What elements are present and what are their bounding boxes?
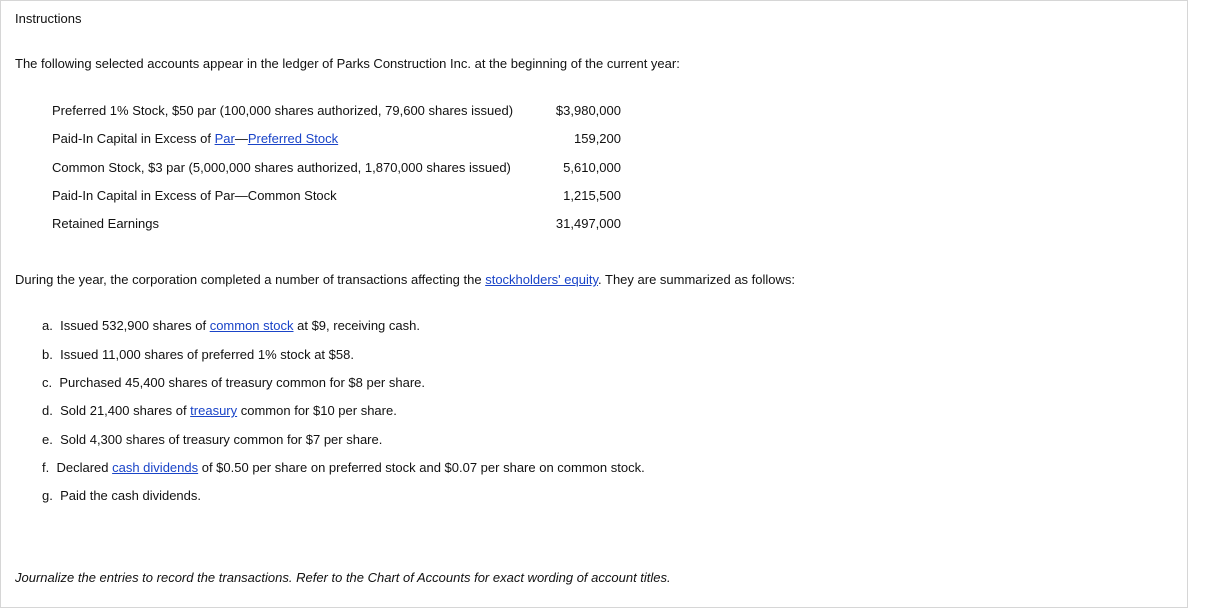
item-text: Purchased 45,400 shares of treasury common for $8 per share. [59,375,425,390]
item-text: Sold 21,400 shares of [60,403,191,418]
item-letter: g. [42,488,53,503]
item-text: at $9, receiving cash. [293,318,420,333]
item-text: Sold 4,300 shares of treasury common for $7 per share. [60,432,383,447]
account-label [52,131,338,147]
journalize-instruction: Journalize the entries to record the transactions. Refer to the Chart of Accounts for exact wording of account titles. [15,570,671,585]
item-text: of $0.50 per share on preferred stock and $0.07 per share on common stock. [198,460,645,475]
account-label: Preferred 1% Stock, $50 par (100,000 shares authorized, 79,600 shares issued) [52,103,514,118]
item-letter: d. [42,403,53,418]
stockholders-equity-link[interactable]: stockholders' equity [485,272,599,287]
cash-dividends-link[interactable]: cash dividends [112,460,199,475]
transaction-item [42,432,382,448]
item-text: common for $10 per share. [237,403,397,418]
par-link[interactable]: Par [214,131,235,146]
transaction-item [42,460,645,476]
during-before: During the year, the corporation completed a number of transactions affecting the [15,272,486,287]
during-after: . They are summarized as follows: [598,272,796,287]
item-letter: c. [42,375,53,390]
transaction-item [42,488,201,504]
intro-text: The following selected accounts appear in the ledger of Parks Construction Inc. at the beginning of the current year: [15,56,680,71]
account-label: Retained Earnings [52,216,159,231]
transaction-item [42,347,354,363]
account-amount: 159,200 [574,131,621,146]
dash: — [234,131,248,146]
account-label-prefix: Paid-In Capital in Excess of [52,131,215,146]
item-letter: b. [42,347,53,362]
item-text: Paid the cash dividends. [60,488,202,503]
item-text: Declared [56,460,113,475]
item-text: Issued 532,900 shares of [60,318,210,333]
account-label: Common Stock, $3 par (5,000,000 shares authorized, 1,870,000 shares issued) [52,160,511,175]
transaction-item [42,318,420,334]
account-amount: 1,215,500 [563,188,621,203]
treasury-link[interactable]: treasury [190,403,238,418]
item-text: Issued 11,000 shares of preferred 1% stock at $58. [60,347,354,362]
instructions-heading: Instructions [15,11,82,26]
during-text [15,272,795,288]
item-letter: a. [42,318,53,333]
account-amount: 31,497,000 [555,216,621,231]
preferred-stock-link[interactable]: Preferred Stock [247,131,339,146]
item-letter: f. [42,460,50,475]
account-amount: $3,980,000 [555,103,621,118]
transaction-item [42,375,425,391]
transaction-item [42,403,397,419]
item-letter: e. [42,432,53,447]
common-stock-link[interactable]: common stock [209,318,294,333]
account-label: Paid-In Capital in Excess of Par—Common Stock [52,188,337,203]
account-amount: 5,610,000 [563,160,621,175]
